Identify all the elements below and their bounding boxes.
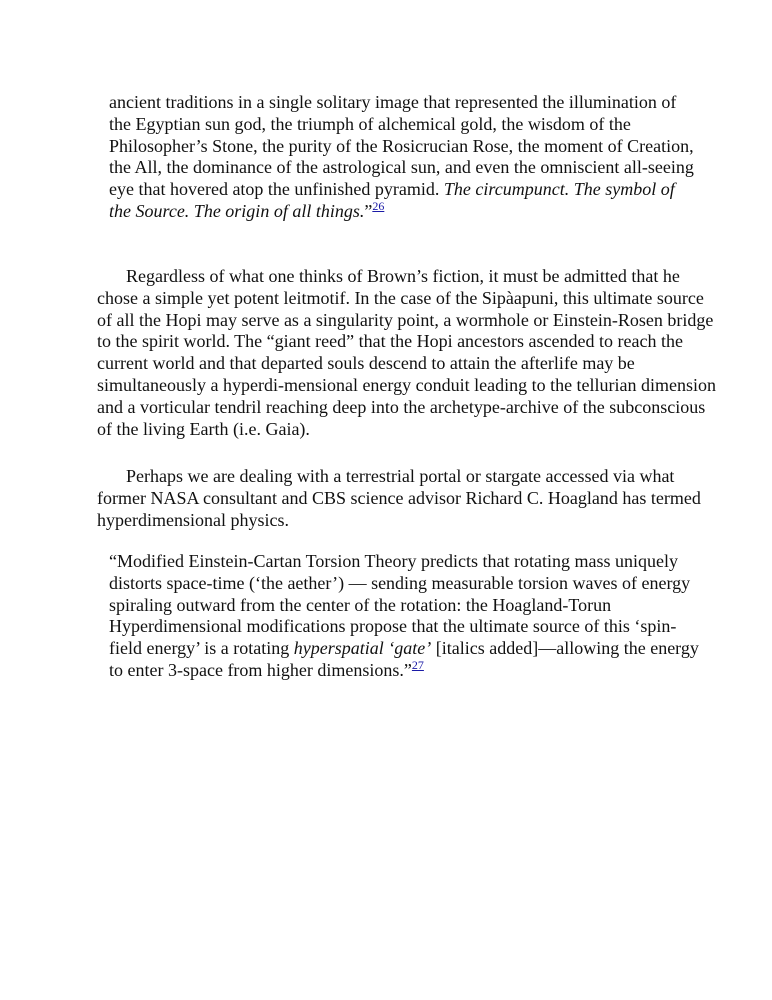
quote-text: ancient traditions in a single solitary image that represented the illumination of the Egyptian sun god, the triumph of alchemical gold, the wisdom of the Philosopher’s Stone, the purity of the Rosicrucian Rose, the moment of Creation, the All, the dominance of the astrological sun, and even the omniscient all-seeing eye that hovered atop the unfinished pyramid. xyxy=(109,92,694,200)
paragraph-browns-fiction: Regardless of what one thinks of Brown’s fiction, it must be admitted that he chose a simple yet potent leitmotif. In the case of the Sipàapuni, this ultimate source of all the Hopi may serve as a singularity point, a wormhole or Einstein-Rosen bridge to the spirit world. The “giant reed” that the Hopi ancestors ascended to reach the current world and that departed souls descend to attain the afterlife may be simultaneously a hyperdi-mensional energy conduit leading to the tellurian dimension and a vorticular tendril reaching deep into the archetype-archive of the subconscious of the living Earth (i.e. Gaia). xyxy=(97,266,717,439)
block-quote-circumpunct xyxy=(109,92,699,223)
quote-closing-mark: ” xyxy=(364,200,373,221)
block-quote-torsion-theory xyxy=(109,551,699,682)
quote-italic-text: hyperspatial ‘gate’ xyxy=(293,638,432,659)
footnote-link-26[interactable]: 26 xyxy=(372,198,385,213)
paragraph-terrestrial-portal: Perhaps we are dealing with a terrestrial portal or stargate accessed via what former NASA consultant and CBS science advisor Richard C. Hoagland has termed hyperdimensional physics. xyxy=(97,466,701,530)
quote-italic-text: The circumpunct. The symbol of the Source. The origin of all things. xyxy=(109,179,675,221)
quote-text-before: “Modified Einstein-Cartan Torsion Theory predicts that rotating mass uniquely distorts space-time (‘the aether’) — sending measurable torsion waves of energy spiraling outward from the center of the rotation: the Hoagland-Torun Hyperdimensional modifications propose that the ultimate source of this ‘spin-field energy’ is a rotating xyxy=(109,551,691,659)
footnote-link-27[interactable]: 27 xyxy=(411,657,424,672)
quote-text-after: [italics added]—allowing the energy to enter 3-space from higher dimensions.” xyxy=(109,638,699,680)
